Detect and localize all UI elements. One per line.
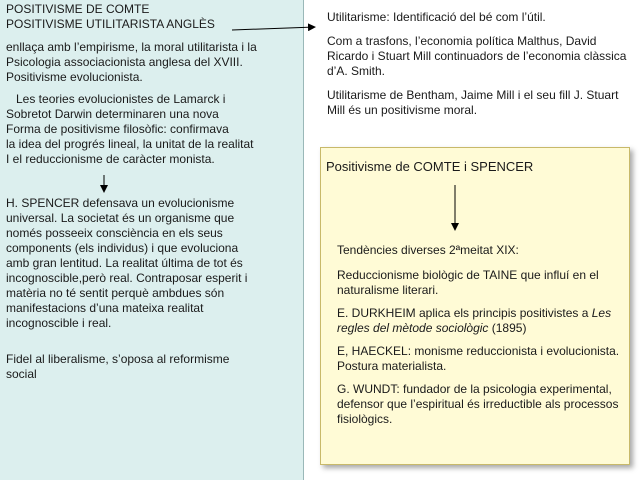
haeckel-item: E, HAECKEL: monisme reduccionista i evolucionista. Postura materialista. xyxy=(337,344,620,373)
heading-comte: POSITIVISME DE COMTE xyxy=(6,2,150,16)
durkheim-item xyxy=(337,306,627,336)
evolucionistes-paragraph: Les teories evolucionistes de Lamarck i Sobretot Darwin determinaren una nova Forma de positivisme filosòfic: confirmava la idea del progrés lineal, la unitat de la realitat I el reduccionisme de caràcter monista. xyxy=(6,92,254,166)
durkheim-book-title: Les regles del mètode sociològic xyxy=(337,306,612,335)
heading-utilitarista: POSITIVISME UTILITARISTA ANGLÈS xyxy=(6,17,215,31)
wundt-item: G. WUNDT: fundador de la psicologia experimental, defensor que l’espiritual és irreductible als processos fisiològics. xyxy=(337,382,619,426)
comte-spencer-box xyxy=(320,147,630,465)
utilitarisme-notes xyxy=(327,10,627,127)
box-content xyxy=(337,243,627,435)
liberalisme-paragraph: Fidel al liberalisme, s’oposa al reformisme social xyxy=(6,352,230,381)
trasfons-paragraph: Com a trasfons, l’economia política Malthus, David Ricardo i Stuart Mill continuadors de l’economia clàssica d’A. Smith. xyxy=(327,34,627,78)
durkheim-prefix: E. DURKHEIM aplica els principis positivistes a xyxy=(337,306,592,320)
bentham-paragraph: Utilitarisme de Bentham, Jaime Mill i el seu fill J. Stuart Mill és un positivisme moral. xyxy=(327,88,619,117)
left-panel xyxy=(0,0,304,480)
empirisme-paragraph: enllaça amb l’empirisme, la moral utilitarista i la Psicologia associacionista anglesa del XVIII. Positivisme evolucionista. xyxy=(6,40,257,84)
tendencies-heading: Tendències diverses 2ªmeitat XIX: xyxy=(337,243,519,257)
box-title: Positivisme de COMTE i SPENCER xyxy=(326,159,534,174)
utilitarisme-definition: Utilitarisme: Identificació del bé com l’útil. xyxy=(327,10,546,24)
spencer-paragraph: H. SPENCER defensava un evolucionisme universal. La societat és un organisme que només posseeix consciència en els seus components (els individus) i que evoluciona amb gran lentitud. La realitat última de tot és incognoscible,però real. Contraposar esperit i matèria no té sentit perquè ambdues són manifestacions d’una mateixa realitat incognoscible i real. xyxy=(6,196,248,330)
taine-item: Reduccionisme biològic de TAINE que influí en el naturalisme literari. xyxy=(337,268,599,297)
durkheim-year: (1895) xyxy=(488,321,527,335)
